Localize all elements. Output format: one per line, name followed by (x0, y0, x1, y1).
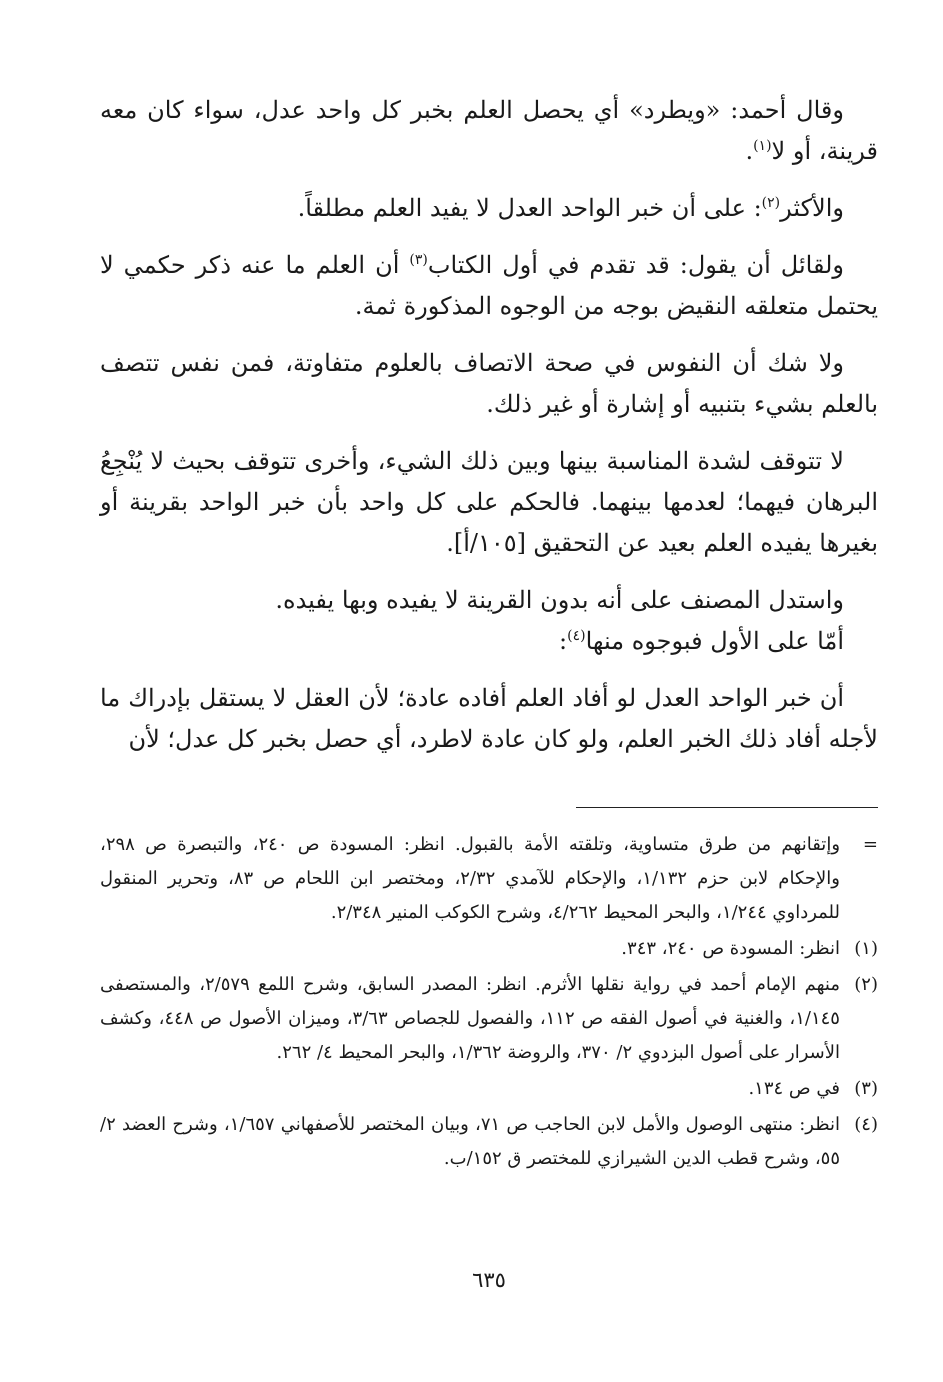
footnote-1 (100, 932, 878, 966)
paragraph-5: لا تتوقف لشدة المناسبة بينها وبين ذلك الشيء، وأخرى تتوقف بحيث لا يُنْجِعُ البرهان فيهما؛ لعدمها بينهما. فالحكم على كل واحد بأن خبر الواحد بقرينة أو بغيرها يفيده العلم بعيد عن التحقيق [١٠٥/أ]. (100, 447, 878, 557)
footnote-text: وإتقانهم من طرق متساوية، وتلقته الأمة بالقبول. انظر: المسودة ص ٢٤٠، والتبصرة ص ٢٩٨، والإحكام لابن حزم ١/١٣٢، والإحكام للآمدي ٢/٣٢، ومختصر ابن اللحام ص ٨٣، وتحرير المنقول للمرداوي ١/٢٤٤، والبحر المحيط ٤/٢٦٢، وشرح الكوكب المنير ٢/٣٤٨. (100, 834, 841, 923)
footnote-mark: = (862, 834, 878, 855)
footnote-ref-3[interactable]: (٣) (409, 252, 428, 268)
footnote-text: انظر: المسودة ص ٢٤٠، ٣٤٣. (621, 938, 840, 959)
main-text (100, 90, 878, 760)
footnote-4 (100, 1108, 878, 1176)
footnote-text: منهم الإمام أحمد في رواية نقلها الأثرم. انظر: المصدر السابق، وشرح اللمع ٢/٥٧٩، والمستصفى ١/١٤٥، والغنية في أصول الفقه ص ١١٢، والفصول للجصاص ٣/٦٣، وميزان الأصول ص ٤٤٨، وكشف الأسرار على أصول البزدوي ٢/ ٣٧٠، والروضة ١/٣٦٢، والبحر المحيط ٤/ ٢٦٢. (100, 974, 840, 1063)
footnote-ref-2[interactable]: (٢) (761, 195, 781, 211)
page-number: ٦٣٥ (472, 1268, 506, 1292)
footnote-mark: (١) (854, 938, 878, 959)
paragraph-2: والأكثر$^{(٢)}$: على أن خبر الواحد العدل لا يفيد العلم مطلقاً. (297, 194, 844, 222)
paragraph-1: وقال أحمد: «ويطرد» أي يحصل العلم بخبر كل واحد عدل، سواء كان معه قرينة، أو لا$^{(١)}$. (100, 96, 878, 165)
paragraph-6: واستدل المصنف على أنه بدون القرينة لا يفيده وبها يفيده. (275, 586, 844, 614)
paragraph-4: ولا شك أن النفوس في صحة الاتصاف بالعلوم متفاوتة، فمن نفس تتصف بالعلم بشيء بتنبيه أو إشارة أو غير ذلك. (100, 349, 878, 418)
footnote-text: في ص ١٣٤. (748, 1078, 840, 1099)
book-page (100, 90, 878, 1320)
footnote-mark: (٢) (854, 974, 878, 995)
footnote-ref-4[interactable]: (٤) (567, 628, 586, 644)
footnote-mark: (٤) (854, 1114, 878, 1135)
paragraph-8: أن خبر الواحد العدل لو أفاد العلم أفاده عادة؛ لأن العقل لا يستقل بإدراك ما لأجله أفاد ذلك الخبر العلم، ولو كان عادة لاطرد، أي حصل بخبر كل عدل؛ لأن (100, 684, 878, 753)
footnote-divider (576, 807, 878, 808)
footnote-2 (100, 968, 878, 1070)
footnote-mark: (٣) (854, 1078, 878, 1099)
footnote-continuation (100, 828, 878, 930)
paragraph-3: ولقائل أن يقول: قد تقدم في أول الكتاب$^{(٣)}$ أن العلم ما عنه ذكر حكمي لا يحتمل متعلقه النقيض بوجه من الوجوه المذكورة ثمة. (100, 251, 878, 320)
footnote-text: انظر: منتهى الوصول والأمل لابن الحاجب ص ٧١، وبيان المختصر للأصفهاني ١/٦٥٧، وشرح العضد ٢/ ٥٥، وشرح قطب الدين الشيرازي للمختصر ق ١٥٢/ب. (100, 1114, 840, 1169)
footnote-ref-1[interactable]: (١) (753, 138, 772, 154)
paragraph-7: أمّا على الأول فبوجوه منها$^{(٤)}$: (559, 627, 844, 655)
footnote-3 (100, 1072, 878, 1106)
footnotes (100, 828, 878, 1178)
